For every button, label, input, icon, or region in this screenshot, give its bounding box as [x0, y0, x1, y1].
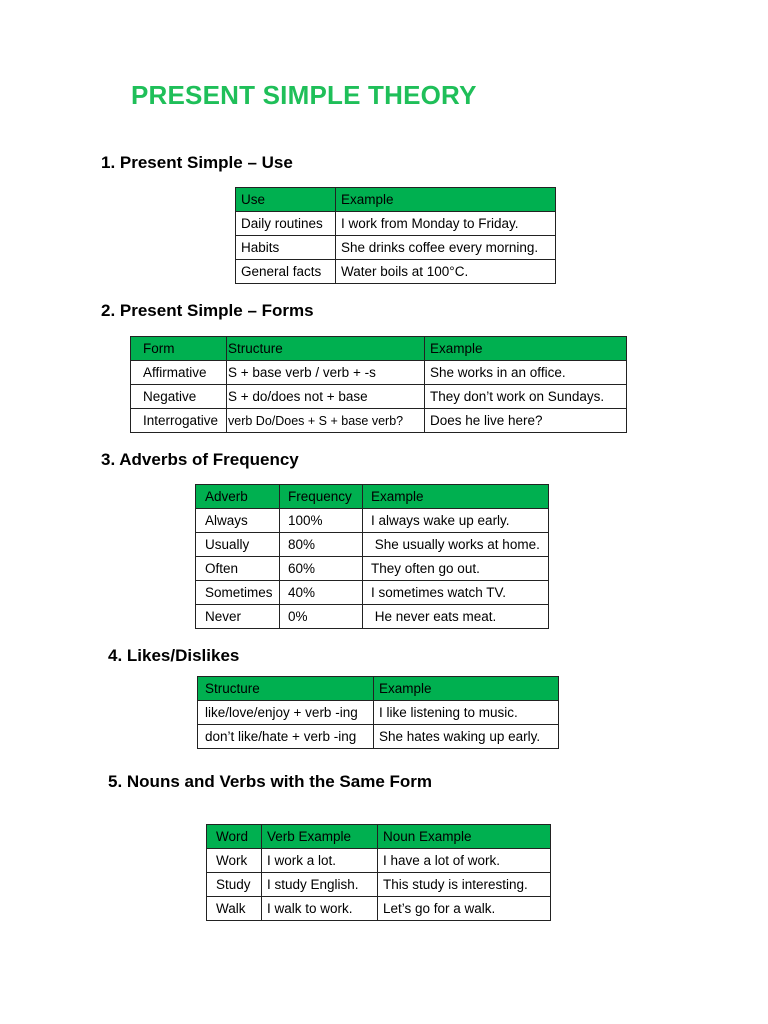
table-cell: Habits — [236, 236, 336, 260]
table-cell: I walk to work. — [262, 897, 378, 921]
header-cell: Example — [425, 337, 627, 361]
table-row — [196, 509, 549, 533]
table-cell: verb Do/Does + S + base verb? — [227, 409, 425, 433]
adverbs-table — [195, 484, 549, 629]
table-row — [131, 409, 627, 433]
table-cell: She works in an office. — [425, 361, 627, 385]
table-cell: Let’s go for a walk. — [378, 897, 551, 921]
table-cell: don’t like/hate + verb -ing — [198, 725, 374, 749]
table-row — [236, 236, 556, 260]
nouns-verbs-table — [206, 824, 551, 921]
table-cell: I like listening to music. — [374, 701, 559, 725]
table-cell: S + do/does not + base — [227, 385, 425, 409]
table-cell: 80% — [280, 533, 363, 557]
table-cell: I work from Monday to Friday. — [336, 212, 556, 236]
table-cell: I sometimes watch TV. — [363, 581, 549, 605]
table-cell: I work a lot. — [262, 849, 378, 873]
table-row — [196, 533, 549, 557]
table-header-row — [236, 188, 556, 212]
table-cell: Affirmative — [131, 361, 227, 385]
section-heading-use: 1. Present Simple – Use — [101, 153, 293, 172]
use-table — [235, 187, 556, 284]
table-row — [196, 581, 549, 605]
table-cell: She drinks coffee every morning. — [336, 236, 556, 260]
table-cell: Work — [207, 849, 262, 873]
header-cell: Word — [207, 825, 262, 849]
table-row — [207, 873, 551, 897]
header-cell: Frequency — [280, 485, 363, 509]
table-cell: 0% — [280, 605, 363, 629]
page-title: PRESENT SIMPLE THEORY — [131, 80, 477, 110]
table-row — [207, 849, 551, 873]
table-row — [131, 361, 627, 385]
table-cell: Water boils at 100°C. — [336, 260, 556, 284]
table-cell: 40% — [280, 581, 363, 605]
table-cell: Sometimes — [196, 581, 280, 605]
table-cell: Walk — [207, 897, 262, 921]
table-row — [196, 557, 549, 581]
table-header-row — [131, 337, 627, 361]
table-cell: 100% — [280, 509, 363, 533]
header-cell: Example — [374, 677, 559, 701]
header-cell: Example — [336, 188, 556, 212]
table-cell: Usually — [196, 533, 280, 557]
table-header-row — [198, 677, 559, 701]
section-heading-forms: 2. Present Simple – Forms — [101, 301, 314, 320]
forms-table — [130, 336, 627, 433]
table-row — [198, 725, 559, 749]
table-cell: Negative — [131, 385, 227, 409]
header-cell: Structure — [227, 337, 425, 361]
table-cell: She hates waking up early. — [374, 725, 559, 749]
section-heading-adverbs: 3. Adverbs of Frequency — [101, 450, 299, 469]
table-cell: Always — [196, 509, 280, 533]
table-cell: Never — [196, 605, 280, 629]
header-cell: Verb Example — [262, 825, 378, 849]
table-row — [131, 385, 627, 409]
table-cell: I always wake up early. — [363, 509, 549, 533]
table-cell: I have a lot of work. — [378, 849, 551, 873]
table-cell: He never eats meat. — [363, 605, 549, 629]
header-cell: Example — [363, 485, 549, 509]
table-cell: Interrogative — [131, 409, 227, 433]
table-row — [198, 701, 559, 725]
table-cell: Often — [196, 557, 280, 581]
header-cell: Form — [131, 337, 227, 361]
table-header-row — [207, 825, 551, 849]
header-cell: Adverb — [196, 485, 280, 509]
table-cell: They don’t work on Sundays. — [425, 385, 627, 409]
table-header-row — [196, 485, 549, 509]
table-cell: Study — [207, 873, 262, 897]
header-cell: Structure — [198, 677, 374, 701]
table-cell: This study is interesting. — [378, 873, 551, 897]
likes-table — [197, 676, 559, 749]
table-cell: I study English. — [262, 873, 378, 897]
table-cell: General facts — [236, 260, 336, 284]
header-cell: Noun Example — [378, 825, 551, 849]
table-row — [236, 212, 556, 236]
table-row — [207, 897, 551, 921]
table-cell: 60% — [280, 557, 363, 581]
table-row — [236, 260, 556, 284]
table-cell: S + base verb / verb + -s — [227, 361, 425, 385]
section-heading-likes: 4. Likes/Dislikes — [108, 646, 240, 665]
section-heading-nouns-verbs: 5. Nouns and Verbs with the Same Form — [108, 772, 433, 791]
table-cell: She usually works at home. — [363, 533, 549, 557]
header-cell: Use — [236, 188, 336, 212]
table-cell: Daily routines — [236, 212, 336, 236]
table-row — [196, 605, 549, 629]
table-cell: Does he live here? — [425, 409, 627, 433]
table-cell: They often go out. — [363, 557, 549, 581]
table-cell: like/love/enjoy + verb -ing — [198, 701, 374, 725]
